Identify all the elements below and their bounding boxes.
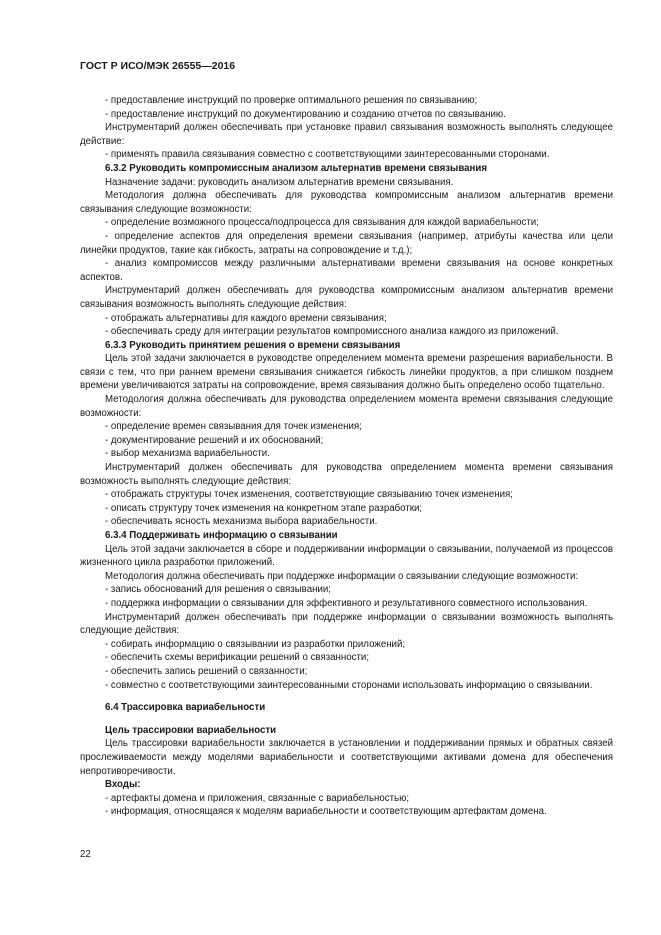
paragraph: - определение возможного процесса/подпроцесса для связывания для каждой вариабельности; [105, 217, 539, 229]
heading-heading: 6.3.4 Поддерживать информацию о связывании [105, 530, 338, 541]
paragraph: - применять правила связывания совместно с соответствующими заинтересованными сторонами. [105, 149, 550, 161]
sub-heading: Цель трассировки вариабельности [105, 724, 277, 736]
paragraph: Методология должна обеспечивать при поддержке информации о связывании следующие возможности: [105, 570, 579, 582]
paragraph: Инструментарий должен обеспечивать для руководства определением момента времени связывания возможность выполнять следующие действия: [80, 462, 613, 487]
paragraph: - обеспечивать ясность механизма выбора вариабельности. [105, 516, 378, 528]
document-body [80, 94, 613, 819]
paragraph: - поддержка информации о связывании для эффективного и результативного совместного использования. [105, 597, 588, 609]
paragraph: - запись обоснований для решения о связывании; [105, 584, 331, 596]
paragraph: - описать структуру точек изменения на конкретном этапе разработки; [105, 502, 423, 514]
heading-heading: 6.3.2 Руководить компромиссным анализом альтернатив времени связывания [105, 162, 488, 174]
paragraph: - предоставление инструкций по документированию и созданию отчетов по связыванию. [105, 108, 506, 120]
paragraph: - информация, относящаяся к моделям вариабельности и соответствующим артефактам домена. [105, 806, 547, 818]
document-header: ГОСТ Р ИСО/МЭК 26555—2016 [80, 60, 236, 72]
paragraph: - обеспечить запись решений о связанности; [105, 665, 308, 677]
paragraph: Назначение задачи: руководить анализом альтернатив времени связывания. [105, 176, 454, 188]
paragraph: Цель этой задачи заключается в сборе и поддерживании информации о связывании, получаемой из процессов жизненного цикла разработки приложений. [80, 543, 613, 569]
paragraph: - совместно с соответствующими заинтересованными сторонами использовать информацию о связывании. [105, 679, 593, 691]
paragraph: - предоставление инструкций по проверке оптимального решения по связыванию; [105, 95, 478, 106]
paragraph: - отображать альтернативы для каждого времени связывания; [105, 312, 387, 324]
paragraph: Методология должна обеспечивать для руководства определением момента времени связывания следующие возможности: [80, 394, 613, 419]
paragraph: - отображать структуры точек изменения, соответствующие связыванию точек изменения; [105, 489, 513, 501]
paragraph: - определение аспектов для определения времени связывания (например, атрибуты качества или цели линейки продуктов, такие как гибкость, затраты на сопровождение и т.д.); [80, 230, 613, 256]
section-heading: 6.4 Трассировка вариабельности [105, 702, 266, 714]
paragraph: - обеспечивать среду для интеграции результатов компромиссного анализа каждого из приложений. [105, 326, 559, 338]
paragraph: - собирать информацию о связывании из разработки приложений; [105, 638, 406, 650]
paragraph: - обеспечить схемы верификации решений о связанности; [105, 652, 370, 664]
heading-heading: 6.3.3 Руководить принятием решения о времени связывания [105, 339, 401, 351]
paragraph: Инструментарий должен обеспечивать при поддержке информации о связывании возможность выполнять следующие действия: [80, 611, 613, 637]
paragraph: Цель трассировки вариабельности заключается в установлении и поддерживании прямых и обратных связей прослеживаемости между моделями вариабельности и соответствующими активами домена для обеспечения непротиворечивости. [80, 738, 613, 777]
paragraph: Инструментарий должен обеспечивать для руководства компромиссным анализом альтернатив времени связывания возможность выполнять следующие действия: [80, 285, 613, 310]
paragraph: - анализ компромиссов между различными альтернативами времени связывания на основе конкретных аспектов. [80, 258, 613, 283]
paragraph: - определение времен связывания для точек изменения; [105, 421, 362, 433]
paragraph: - документирование решений и их обоснований; [105, 434, 324, 446]
paragraph: - артефакты домена и приложения, связанные с вариабельностью; [105, 792, 410, 804]
paragraph: Цель этой задачи заключается в руководстве определением момента времени разрешения вариабельности. В связи с тем, что при раннем времени связывания снижается гибкость линейки продуктов, а при слишком позднем времени увеличиваются затраты на сопровождение, время связывания должно быть определено особо тщательно. [80, 353, 613, 392]
paragraph: Инструментарий должен обеспечивать при установке правил связывания возможность выполнять следующее действие: [80, 122, 613, 147]
paragraph: - выбор механизма вариабельности. [105, 448, 270, 460]
heading-heading: Входы: [105, 779, 141, 791]
page-number: 22 [80, 849, 91, 860]
paragraph: Методология должна обеспечивать для руководства компромиссным анализом альтернатив времени связывания следующие возможности: [80, 190, 613, 215]
